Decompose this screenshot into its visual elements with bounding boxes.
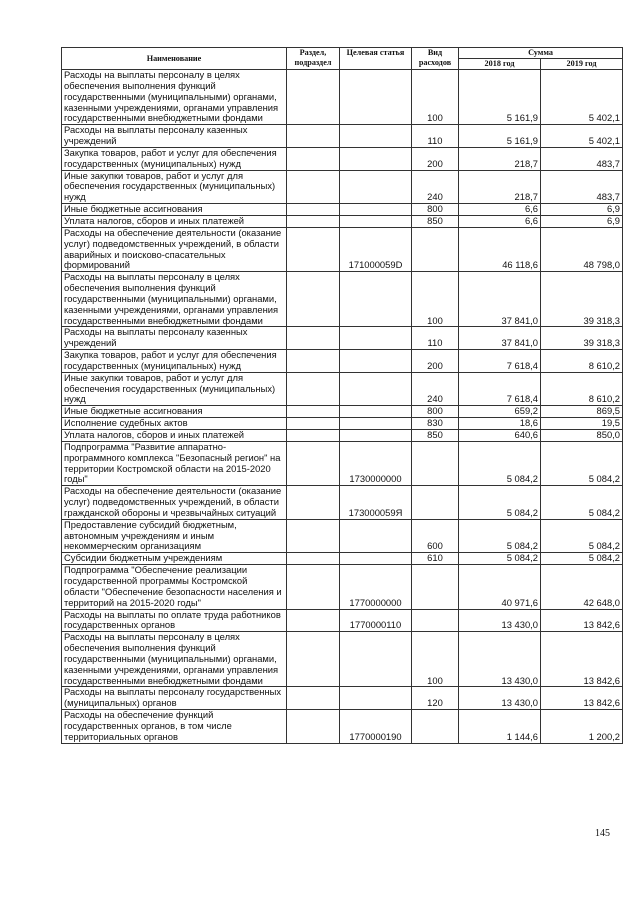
table-body [62, 70, 623, 744]
cell-target [340, 519, 412, 553]
header-type: Вид расходов [412, 48, 459, 70]
cell-section [287, 204, 340, 216]
page-number: 145 [595, 828, 610, 839]
cell-name: Расходы на обеспечение функций государственных органов, в том числе территориальных органов [62, 710, 287, 744]
cell-target [340, 147, 412, 170]
cell-2018: 5 084,2 [459, 486, 541, 520]
cell-2018: 13 430,0 [459, 687, 541, 710]
cell-type [412, 441, 459, 485]
table-row [62, 372, 623, 406]
cell-name: Иные закупки товаров, работ и услуг для обеспечения государственных (муниципальных) нужд [62, 372, 287, 406]
cell-section [287, 372, 340, 406]
table-row [62, 632, 623, 687]
cell-2018: 7 618,4 [459, 350, 541, 373]
cell-2019: 39 318,3 [541, 272, 623, 327]
cell-section [287, 350, 340, 373]
cell-type: 110 [412, 327, 459, 350]
cell-section [287, 687, 340, 710]
header-sum: Сумма [459, 48, 623, 59]
cell-2018: 1 144,6 [459, 710, 541, 744]
cell-section [287, 710, 340, 744]
cell-type: 100 [412, 70, 459, 125]
cell-name: Расходы на выплаты персоналу государственных (муниципальных) органов [62, 687, 287, 710]
table-row [62, 406, 623, 418]
cell-2019: 6,9 [541, 204, 623, 216]
cell-type: 120 [412, 687, 459, 710]
cell-target [340, 125, 412, 148]
cell-target: 1770000000 [340, 565, 412, 609]
budget-table [61, 47, 623, 744]
cell-section [287, 565, 340, 609]
cell-target: 1770000190 [340, 710, 412, 744]
cell-target: 1730000000 [340, 441, 412, 485]
cell-section [287, 632, 340, 687]
cell-section [287, 553, 340, 565]
cell-type: 850 [412, 430, 459, 442]
table-row [62, 170, 623, 204]
cell-name: Предоставление субсидий бюджетным, автономным учреждениям и иным некоммерческим организациям [62, 519, 287, 553]
cell-2019: 6,9 [541, 215, 623, 227]
cell-name: Субсидии бюджетным учреждениям [62, 553, 287, 565]
cell-name: Уплата налогов, сборов и иных платежей [62, 215, 287, 227]
cell-2018: 46 118,6 [459, 227, 541, 271]
table-row [62, 125, 623, 148]
cell-type: 850 [412, 215, 459, 227]
cell-2018: 6,6 [459, 204, 541, 216]
cell-type: 800 [412, 406, 459, 418]
cell-name: Расходы на выплаты персоналу казенных учреждений [62, 125, 287, 148]
cell-2019: 13 842,6 [541, 632, 623, 687]
cell-2019: 13 842,6 [541, 687, 623, 710]
cell-section [287, 170, 340, 204]
cell-type [412, 227, 459, 271]
header-year-2019: 2019 год [541, 59, 623, 70]
cell-section [287, 609, 340, 632]
cell-target: 171000059D [340, 227, 412, 271]
header-section: Раздел, подраздел [287, 48, 340, 70]
cell-2019: 483,7 [541, 170, 623, 204]
cell-2019: 5 084,2 [541, 441, 623, 485]
cell-2018: 218,7 [459, 170, 541, 204]
cell-target [340, 372, 412, 406]
cell-type: 110 [412, 125, 459, 148]
cell-2018: 5 161,9 [459, 125, 541, 148]
cell-2019: 39 318,3 [541, 327, 623, 350]
cell-2018: 13 430,0 [459, 632, 541, 687]
cell-section [287, 327, 340, 350]
table-row [62, 486, 623, 520]
cell-name: Закупка товаров, работ и услуг для обеспечения государственных (муниципальных) нужд [62, 350, 287, 373]
cell-2018: 5 161,9 [459, 70, 541, 125]
cell-section [287, 430, 340, 442]
cell-2019: 5 084,2 [541, 553, 623, 565]
cell-2019: 19,5 [541, 418, 623, 430]
cell-2019: 13 842,6 [541, 609, 623, 632]
cell-type: 100 [412, 632, 459, 687]
cell-2019: 42 648,0 [541, 565, 623, 609]
header-year-2018: 2018 год [459, 59, 541, 70]
cell-2018: 5 084,2 [459, 553, 541, 565]
cell-type: 610 [412, 553, 459, 565]
cell-type: 200 [412, 350, 459, 373]
cell-target [340, 170, 412, 204]
cell-target [340, 204, 412, 216]
cell-target: 173000059Я [340, 486, 412, 520]
cell-type [412, 565, 459, 609]
cell-2019: 5 402,1 [541, 70, 623, 125]
cell-name: Расходы на выплаты персоналу казенных учреждений [62, 327, 287, 350]
cell-type: 240 [412, 372, 459, 406]
table-row [62, 204, 623, 216]
cell-name: Расходы на выплаты персоналу в целях обеспечения выполнения функций государственными (муниципальными) органами, казенными учреждениями, органами управления государственными внебюджетными фондами [62, 70, 287, 125]
table-row [62, 441, 623, 485]
table-row [62, 430, 623, 442]
cell-name: Расходы на обеспечение деятельности (оказание услуг) подведомственных учреждений, в области аварийных и поисково-спасательных формирований [62, 227, 287, 271]
cell-section [287, 406, 340, 418]
cell-target [340, 430, 412, 442]
table-row [62, 710, 623, 744]
cell-section [287, 519, 340, 553]
cell-target: 1770000110 [340, 609, 412, 632]
table-row [62, 147, 623, 170]
cell-name: Расходы на выплаты персоналу в целях обеспечения выполнения функций государственными (муниципальными) органами, казенными учреждениями, органами управления государственными внебюджетными фондами [62, 632, 287, 687]
cell-target [340, 406, 412, 418]
table-row [62, 350, 623, 373]
table-row [62, 327, 623, 350]
cell-2018: 6,6 [459, 215, 541, 227]
cell-2018: 218,7 [459, 147, 541, 170]
cell-section [287, 147, 340, 170]
cell-2019: 869,5 [541, 406, 623, 418]
cell-target [340, 350, 412, 373]
cell-type: 100 [412, 272, 459, 327]
cell-2019: 5 084,2 [541, 519, 623, 553]
cell-name: Подпрограмма "Развитие аппаратно-программного комплекса "Безопасный регион" на территории Костромской области на 2015-2020 годы" [62, 441, 287, 485]
cell-target [340, 215, 412, 227]
cell-type: 200 [412, 147, 459, 170]
cell-name: Подпрограмма "Обеспечение реализации государственной программы Костромской области "Обеспечение безопасности населения и территорий на 2015-2020 годы" [62, 565, 287, 609]
table-row [62, 687, 623, 710]
cell-section [287, 227, 340, 271]
cell-2018: 18,6 [459, 418, 541, 430]
table-row [62, 519, 623, 553]
cell-2019: 8 610,2 [541, 372, 623, 406]
table-row [62, 215, 623, 227]
table-row [62, 565, 623, 609]
cell-2018: 7 618,4 [459, 372, 541, 406]
cell-section [287, 215, 340, 227]
cell-2019: 5 402,1 [541, 125, 623, 148]
cell-section [287, 441, 340, 485]
cell-type: 830 [412, 418, 459, 430]
cell-target [340, 70, 412, 125]
cell-name: Расходы на выплаты по оплате труда работников государственных органов [62, 609, 287, 632]
cell-name: Расходы на выплаты персоналу в целях обеспечения выполнения функций государственными (муниципальными) органами, казенными учреждениями, органами управления государственными внебюджетными фондами [62, 272, 287, 327]
cell-2018: 640,6 [459, 430, 541, 442]
cell-2018: 5 084,2 [459, 519, 541, 553]
cell-name: Иные бюджетные ассигнования [62, 204, 287, 216]
cell-section [287, 486, 340, 520]
cell-2019: 1 200,2 [541, 710, 623, 744]
table-row [62, 272, 623, 327]
cell-name: Иные бюджетные ассигнования [62, 406, 287, 418]
cell-name: Иные закупки товаров, работ и услуг для обеспечения государственных (муниципальных) нужд [62, 170, 287, 204]
cell-2018: 37 841,0 [459, 272, 541, 327]
cell-2019: 5 084,2 [541, 486, 623, 520]
cell-name: Закупка товаров, работ и услуг для обеспечения государственных (муниципальных) нужд [62, 147, 287, 170]
header-target: Целевая статья [340, 48, 412, 70]
cell-2019: 850,0 [541, 430, 623, 442]
cell-name: Исполнение судебных актов [62, 418, 287, 430]
table-row [62, 553, 623, 565]
table-row [62, 70, 623, 125]
cell-section [287, 70, 340, 125]
cell-name: Уплата налогов, сборов и иных платежей [62, 430, 287, 442]
cell-target [340, 327, 412, 350]
cell-type [412, 486, 459, 520]
cell-2019: 48 798,0 [541, 227, 623, 271]
cell-2019: 8 610,2 [541, 350, 623, 373]
cell-2019: 483,7 [541, 147, 623, 170]
cell-type [412, 710, 459, 744]
cell-2018: 13 430,0 [459, 609, 541, 632]
cell-2018: 659,2 [459, 406, 541, 418]
cell-target [340, 553, 412, 565]
cell-2018: 5 084,2 [459, 441, 541, 485]
cell-2018: 37 841,0 [459, 327, 541, 350]
table-row [62, 418, 623, 430]
cell-target [340, 687, 412, 710]
cell-type: 800 [412, 204, 459, 216]
table-row [62, 227, 623, 271]
table-row [62, 609, 623, 632]
cell-section [287, 418, 340, 430]
cell-type: 600 [412, 519, 459, 553]
cell-type [412, 609, 459, 632]
table-header [62, 48, 623, 70]
cell-2018: 40 971,6 [459, 565, 541, 609]
cell-section [287, 125, 340, 148]
cell-target [340, 272, 412, 327]
cell-target [340, 632, 412, 687]
cell-type: 240 [412, 170, 459, 204]
cell-target [340, 418, 412, 430]
cell-name: Расходы на обеспечение деятельности (оказание услуг) подведомственных учреждений, в области гражданской обороны и чрезвычайных ситуаций [62, 486, 287, 520]
header-name: Наименование [62, 48, 287, 70]
cell-section [287, 272, 340, 327]
